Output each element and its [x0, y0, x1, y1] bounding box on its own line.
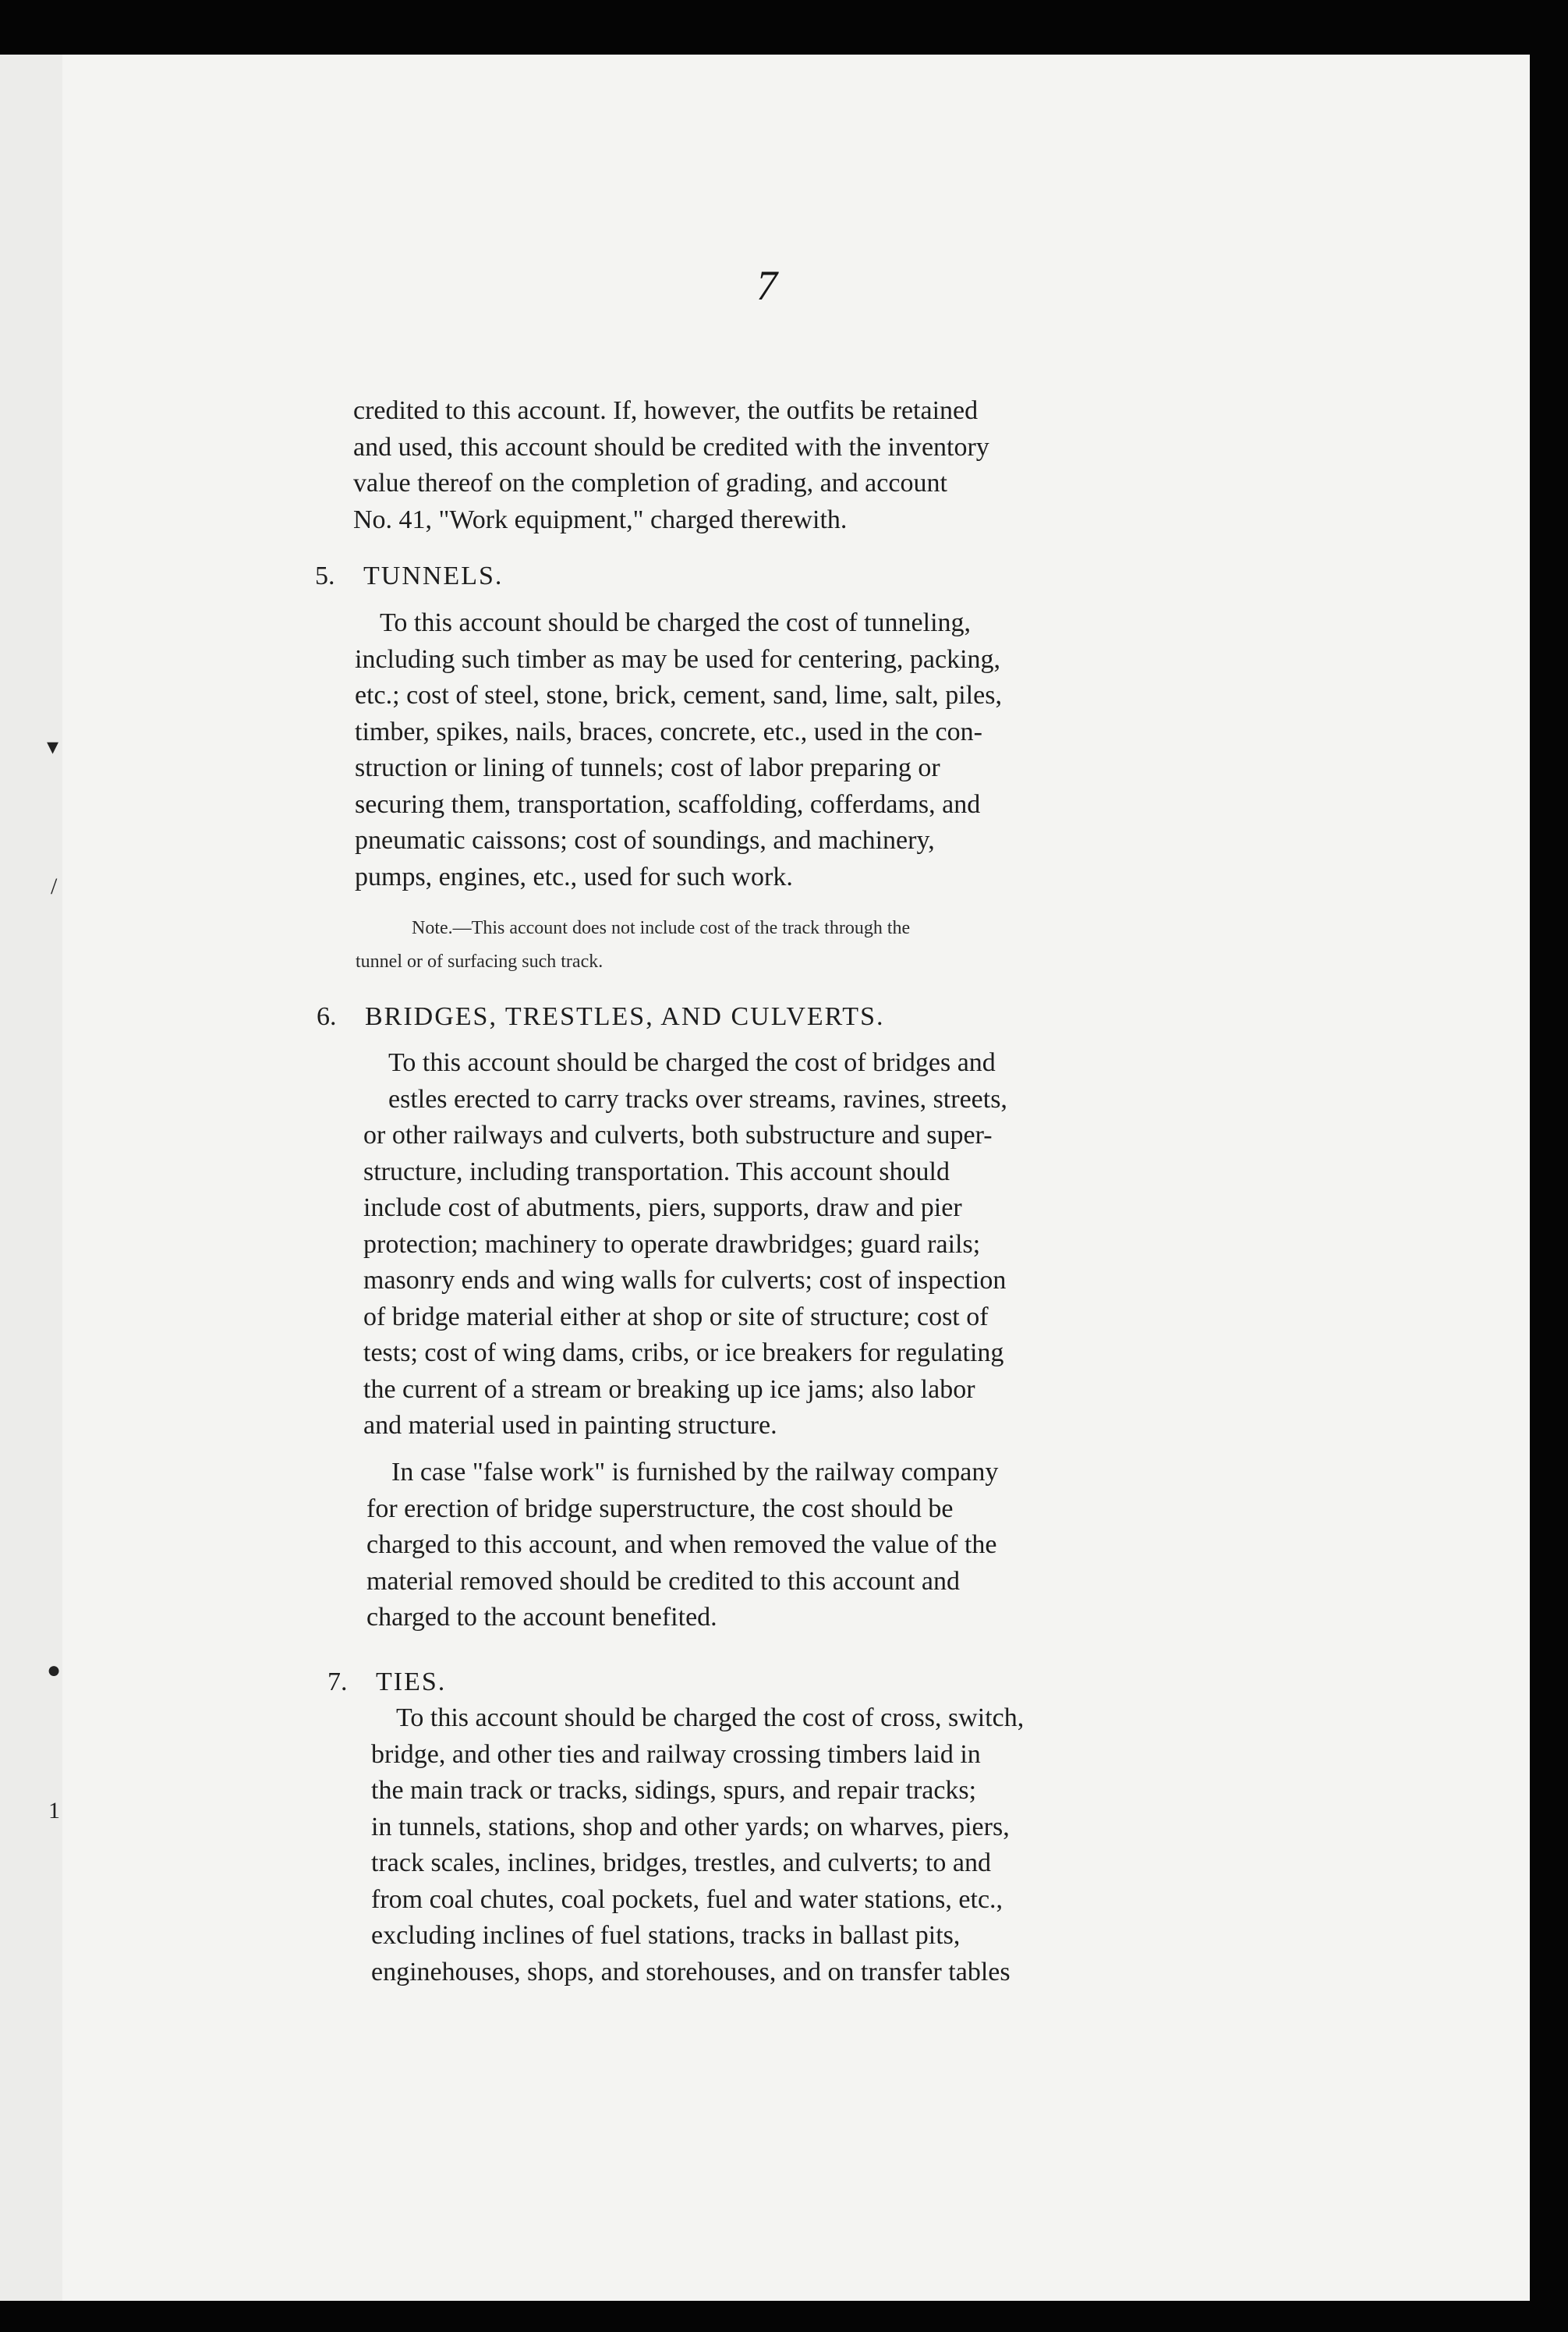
- text-line: To this account should be charged the cost of bridges and: [388, 1048, 996, 1077]
- text-line: protection; machinery to operate drawbridges; guard rails;: [363, 1229, 981, 1259]
- text-line: pumps, engines, etc., used for such work.: [355, 862, 793, 891]
- text-line: In case "false work" is furnished by the railway company: [391, 1458, 999, 1487]
- text-line: for erection of bridge superstructure, the cost should be: [366, 1494, 954, 1523]
- text-line: of bridge material either at shop or site of structure; cost of: [363, 1302, 989, 1331]
- text-line: struction or lining of tunnels; cost of labor preparing or: [355, 753, 940, 782]
- tunnels-paragraph: [355, 605, 1298, 895]
- text-line: To this account should be charged the cost of tunneling,: [380, 608, 972, 637]
- note-line: tunnel or of surfacing such track.: [356, 952, 603, 972]
- text-line: excluding inclines of fuel stations, tracks in ballast pits,: [371, 1921, 961, 1950]
- text-line: including such timber as may be used for centering, packing,: [355, 644, 1001, 674]
- section-title: TUNNELS.: [363, 562, 504, 590]
- tunnels-note: [356, 912, 1301, 979]
- text-line: tests; cost of wing dams, cribs, or ice breakers for regulating: [363, 1338, 1004, 1367]
- section-heading-tunnels: [315, 562, 503, 591]
- text-line: in tunnels, stations, shop and other yards; on wharves, piers,: [371, 1812, 1010, 1841]
- text-line: No. 41, "Work equipment," charged therewith.: [353, 505, 848, 534]
- section-title: BRIDGES, TRESTLES, AND CULVERTS.: [365, 1002, 885, 1031]
- text-line: or other railways and culverts, both substructure and super-: [363, 1121, 993, 1150]
- text-line: the main track or tracks, sidings, spurs, and repair tracks;: [371, 1776, 977, 1805]
- text-line: structure, including transportation. This account should: [363, 1157, 950, 1186]
- bridges-paragraph-1: [363, 1045, 1301, 1444]
- text-line: value thereof on the completion of grading, and account: [353, 469, 947, 498]
- text-line: credited to this account. If, however, the outfits be retained: [353, 396, 979, 425]
- text-line: material removed should be credited to this account and: [366, 1566, 960, 1596]
- text-line: charged to the account benefited.: [366, 1603, 717, 1632]
- text-line: etc.; cost of steel, stone, brick, cement, sand, lime, salt, piles,: [355, 681, 1002, 710]
- continuation-paragraph: [353, 393, 1294, 538]
- text-line: the current of a stream or breaking up ice jams; also labor: [363, 1374, 975, 1404]
- text-line: charged to this account, and when removed the value of the: [366, 1530, 997, 1559]
- section-number: 6.: [317, 1002, 337, 1031]
- text-line: estles erected to carry tracks over streams, ravines, streets,: [388, 1084, 1007, 1114]
- bridges-paragraph-2: [366, 1455, 1301, 1636]
- text-line: and material used in painting structure.: [363, 1411, 777, 1440]
- text-line: bridge, and other ties and railway crossing timbers laid in: [371, 1739, 981, 1769]
- section-heading-ties: [327, 1667, 446, 1697]
- ties-paragraph: [371, 1700, 1311, 1990]
- margin-mark: /: [51, 874, 58, 899]
- text-line: To this account should be charged the cost of cross, switch,: [396, 1703, 1025, 1732]
- section-number: 5.: [315, 562, 335, 590]
- text-line: from coal chutes, coal pockets, fuel and water stations, etc.,: [371, 1884, 1003, 1914]
- page-number: 7: [756, 262, 777, 309]
- section-number: 7.: [327, 1667, 348, 1696]
- document-page: [47, 55, 1530, 2301]
- section-title: TIES.: [376, 1667, 447, 1696]
- text-line: securing them, transportation, scaffolding, cofferdams, and: [355, 789, 981, 819]
- margin-mark: ▾: [47, 734, 59, 760]
- text-line: and used, this account should be credited with the inventory: [353, 432, 989, 462]
- text-line: include cost of abutments, piers, supports, draw and pier: [363, 1193, 962, 1222]
- facing-page-edge: [0, 55, 65, 2301]
- text-line: enginehouses, shops, and storehouses, and on transfer tables: [371, 1957, 1011, 1986]
- text-line: masonry ends and wing walls for culverts; cost of inspection: [363, 1266, 1007, 1295]
- note-line: Note.—This account does not include cost of the track through the: [412, 918, 911, 938]
- text-line: track scales, inclines, bridges, trestles, and culverts; to and: [371, 1848, 991, 1877]
- text-line: timber, spikes, nails, braces, concrete, etc., used in the con-: [355, 717, 982, 746]
- margin-mark: 1: [48, 1798, 60, 1823]
- section-heading-bridges: [317, 1002, 885, 1032]
- text-line: pneumatic caissons; cost of soundings, and machinery,: [355, 826, 935, 855]
- margin-mark: ●: [47, 1657, 62, 1683]
